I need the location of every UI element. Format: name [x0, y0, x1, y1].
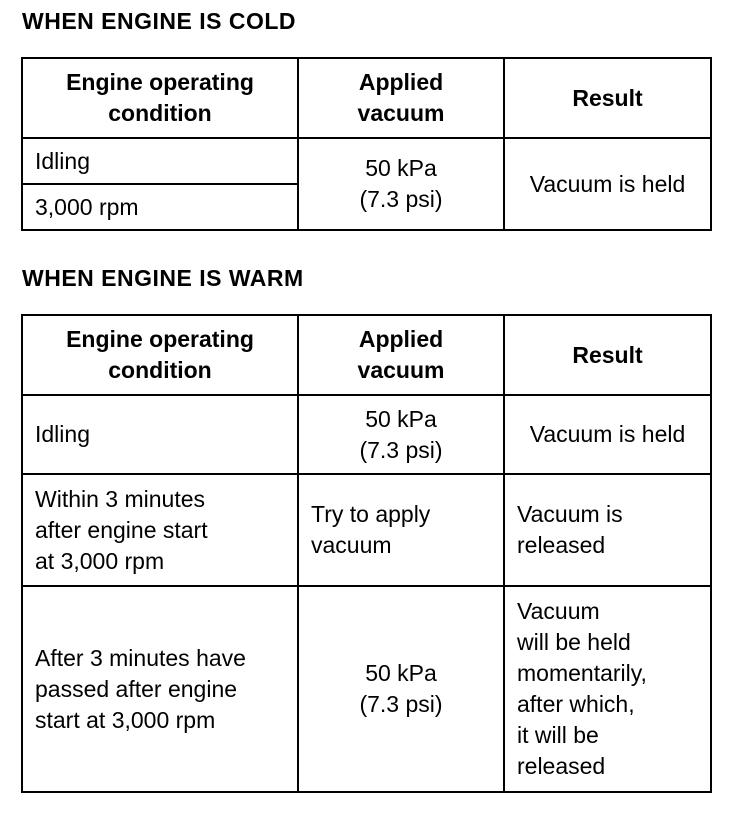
- header-applied-vacuum: Applied vacuum: [298, 58, 504, 138]
- cold-engine-table: [21, 57, 712, 231]
- table-row: [22, 586, 711, 792]
- header-result: Result: [504, 58, 711, 138]
- condition-cell: Idling: [22, 395, 298, 474]
- vacuum-cell: 50 kPa (7.3 psi): [298, 138, 504, 230]
- table-row: [22, 138, 711, 184]
- table-row: [22, 474, 711, 586]
- condition-cell: 3,000 rpm: [22, 184, 298, 230]
- warm-section-title: WHEN ENGINE IS WARM: [22, 265, 304, 291]
- vacuum-cell: 50 kPa (7.3 psi): [298, 586, 504, 792]
- header-engine-condition: Engine operating condition: [22, 315, 298, 395]
- result-cell: Vacuum is held: [504, 138, 711, 230]
- result-cell: Vacuum is held: [504, 395, 711, 474]
- condition-cell: After 3 minutes have passed after engine start at 3,000 rpm: [22, 586, 298, 792]
- table-header-row: [22, 315, 711, 395]
- warm-engine-table: [21, 314, 712, 793]
- table-row: [22, 395, 711, 474]
- vacuum-cell: 50 kPa (7.3 psi): [298, 395, 504, 474]
- header-result: Result: [504, 315, 711, 395]
- table-header-row: [22, 58, 711, 138]
- result-cell: Vacuum is released: [504, 474, 711, 586]
- condition-cell: Within 3 minutes after engine start at 3,000 rpm: [22, 474, 298, 586]
- condition-cell: Idling: [22, 138, 298, 184]
- header-engine-condition: Engine operating condition: [22, 58, 298, 138]
- vacuum-cell: Try to apply vacuum: [298, 474, 504, 586]
- cold-section-title: WHEN ENGINE IS COLD: [22, 8, 297, 34]
- result-cell: Vacuum will be held momentarily, after which, it will be released: [504, 586, 711, 792]
- header-applied-vacuum: Applied vacuum: [298, 315, 504, 395]
